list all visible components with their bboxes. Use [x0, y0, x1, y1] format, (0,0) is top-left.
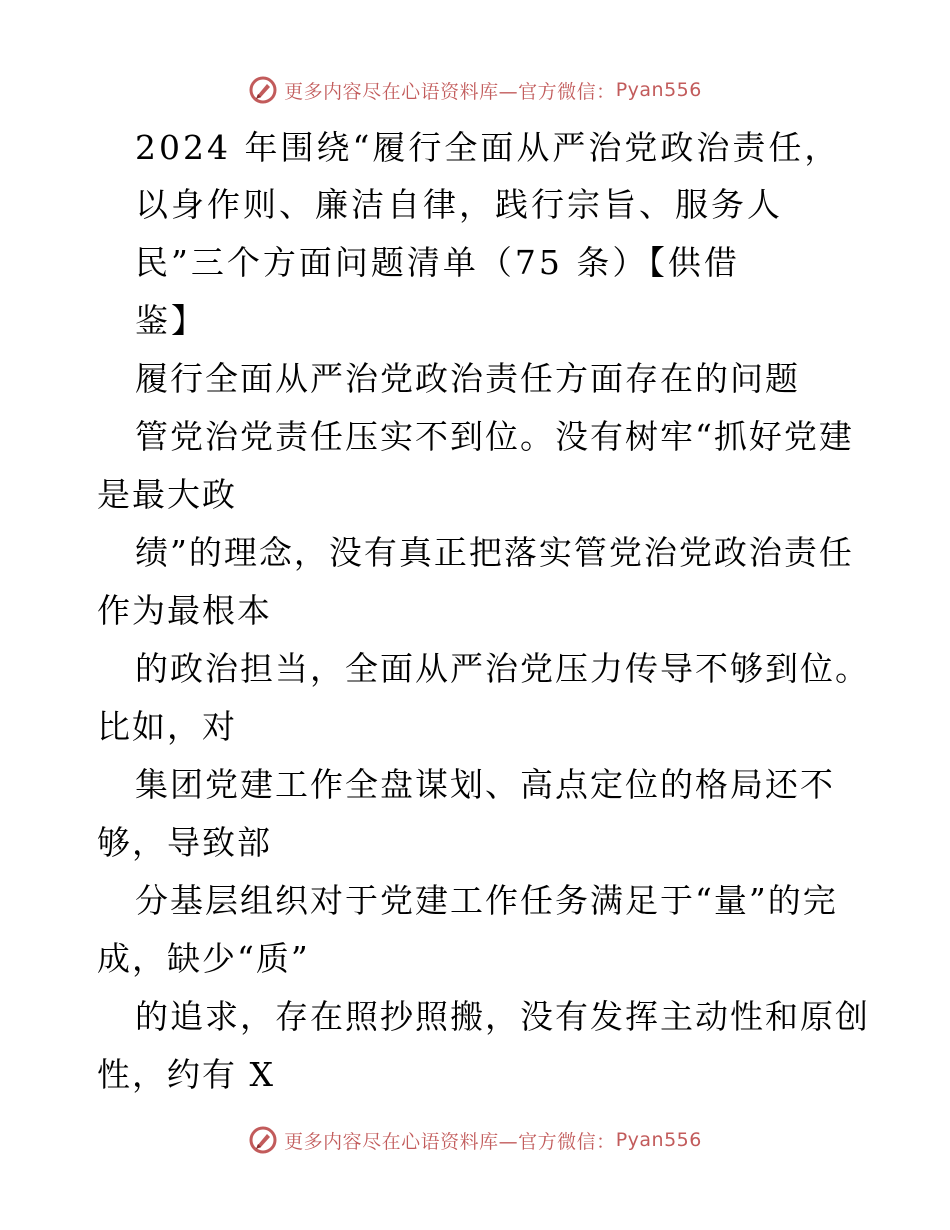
footer-watermark: [0, 1120, 950, 1160]
paragraph-line: 比如，对: [97, 707, 237, 746]
paragraph-line: 成，缺少“质”: [97, 939, 310, 978]
watermark-contact-label: —官方微信：: [498, 80, 616, 103]
watermark-brand: 更多内容尽在心语资料库: [284, 80, 499, 103]
title-line-4: 鉴】: [135, 301, 207, 340]
title-line-2: 以身作则、廉洁自律，践行宗旨、服务人: [135, 185, 783, 224]
paragraph-line: 绩”的理念，没有真正把落实管党治党政治责任: [135, 533, 854, 572]
title-line-3: 民”三个方面问题清单（75 条）【供借: [135, 243, 740, 282]
paragraph-line: 性，约有 X: [97, 1055, 275, 1094]
watermark-wechat-id: Pyan556: [615, 1129, 702, 1151]
section-heading: 履行全面从严治党政治责任方面存在的问题: [135, 359, 800, 398]
watermark-contact-label: —官方微信：: [498, 1130, 616, 1153]
paragraph-line: 的追求，存在照抄照搬，没有发挥主动性和原创: [135, 997, 870, 1036]
paragraph-line: 是最大政: [97, 475, 237, 514]
paragraph-line: 够，导致部: [97, 823, 272, 862]
watermark-brand: 更多内容尽在心语资料库: [284, 1130, 499, 1153]
paragraph-line: 集团党建工作全盘谋划、高点定位的格局还不: [135, 765, 835, 804]
paragraph-line: 作为最根本: [97, 591, 272, 630]
paragraph-line: 的政治担当，全面从严治党压力传导不够到位。: [135, 649, 870, 688]
pen-nib-circle-icon: [248, 1125, 278, 1155]
title-line-1: 2024 年围绕“履行全面从严治党政治责任，: [135, 128, 841, 167]
paragraph-line: 分基层组织对于党建工作任务满足于“量”的完: [135, 881, 838, 920]
paragraph-line: 管党治党责任压实不到位。没有树牢“抓好党建: [135, 417, 854, 456]
watermark-wechat-id: Pyan556: [615, 79, 702, 101]
